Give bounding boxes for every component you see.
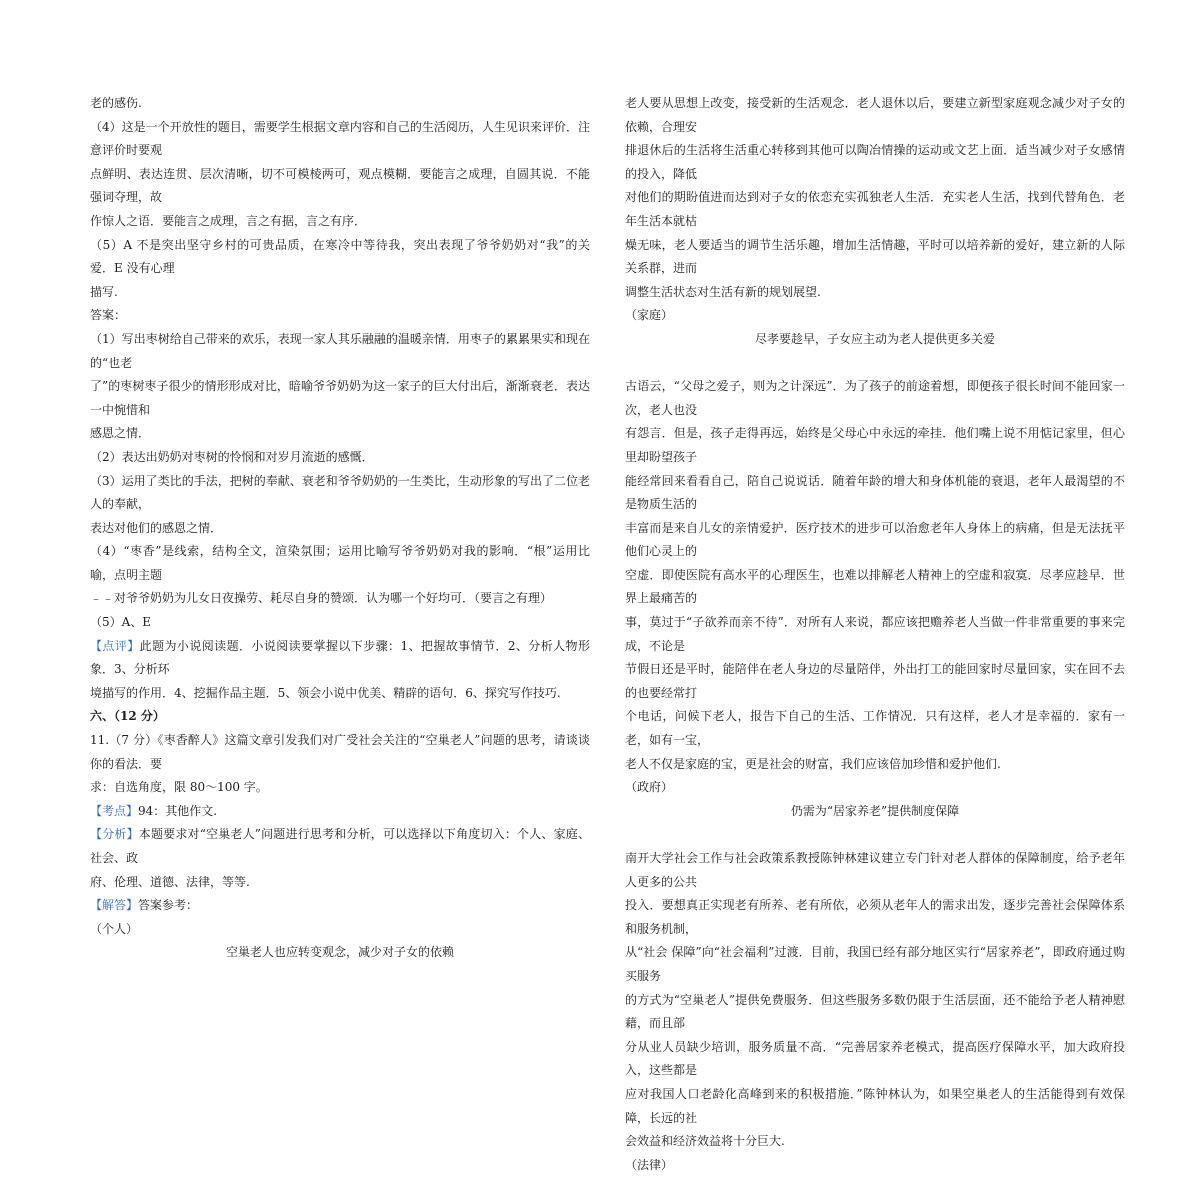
jieda-text: 答案参考：	[138, 898, 199, 913]
text-line: （3）运用了类比的手法，把树的奉献、衰老和爷爷奶奶的一生类比，生动形象的写出了二位老人的奉献，	[90, 473, 590, 512]
family-paragraph	[625, 375, 1125, 776]
text-line: 空虚．即使医院有高水平的心理医生，也难以排解老人精神上的空虚和寂寞．尽孝应趁早．世界上最痛苦的	[625, 567, 1125, 606]
text-line: 求：自选角度，限 80～100 字。	[90, 780, 268, 795]
spacer	[625, 352, 1125, 376]
fenxi-text: 本题要求对“空巢老人”问题进行思考和分析，可以选择以下角度切入：个人、家庭、社会、政	[90, 827, 590, 865]
text-line: 应对我国人口老龄化高峰到来的积极措施．”陈钟林认为，如果空巢老人的生活能得到有效保障，长远的社	[625, 1086, 1125, 1125]
text-line: 有怨言．但是，孩子走得再远，始终是父母心中永远的牵挂．他们嘴上说不用惦记家里，但心里却盼望孩子	[625, 426, 1125, 464]
text-line: 南开大学社会工作与社会政策系教授陈钟林建议建立专门针对老人群体的保障制度，给予老年人更多的公共	[625, 851, 1125, 889]
jieda-tag: 【解答】	[90, 898, 139, 913]
text-line: 能经常回来看看自己，陪自己说说话．随着年龄的增大和身体机能的衰退，老年人最渴望的不是物质生活的	[625, 473, 1125, 512]
text-line: 调整生活状态对生活有新的规划展望.	[625, 284, 821, 299]
answer-3	[90, 470, 590, 541]
text-line: 排退休后的生活将生活重心转移到其他可以陶冶情操的运动或文艺上面．适当减少对子女感情的投入，降低	[625, 143, 1125, 181]
kaodian-text: 94：其他作文.	[138, 803, 218, 818]
text-line: 的方式为“空巢老人”提供免费服务．但这些服务多数仍限于生活层面，还不能给予老人精神慰藉，而且部	[625, 992, 1125, 1031]
text-line: 古语云，“父母之爱子，则为之计深远”．为了孩子的前途着想，即便孩子很长时间不能回家一次，老人也没	[625, 379, 1125, 417]
spacer	[625, 823, 1125, 847]
kaodian-tag: 【考点】	[90, 803, 139, 818]
text-line: 燥无味，老人要适当的调节生活乐趣，增加生活情趣，平时可以培养新的爱好，建立新的人际关系群，进而	[625, 237, 1125, 276]
jieda-line	[90, 894, 590, 918]
fenxi-block	[90, 823, 590, 894]
answer-4	[90, 540, 590, 611]
comment-block	[90, 635, 590, 706]
text-line: 老人要从思想上改变，接受新的生活观念．老人退休以后，要建立新型家庭观念减少对子女的依赖，合理安	[625, 96, 1125, 134]
explain-4	[90, 116, 590, 234]
text-line: 分从业人员缺少培训，服务质量不高．“完善居家养老模式，提高医疗保障水平，加大政府投入，这些都是	[625, 1039, 1125, 1078]
law-label: （法律）	[625, 1157, 674, 1172]
explain-5	[90, 234, 590, 305]
text-line: （4）“枣香”是线索，结构全文，渲染氛围；运用比喻写爷爷奶奶对我的影响．“根”运用比喻，点明主题	[90, 544, 590, 582]
text-line	[90, 635, 590, 682]
answer-2: （2）表达出奶奶对枣树的怜悯和对岁月流逝的感慨．	[90, 449, 374, 464]
gov-heading: 仍需为“居家养老”提供制度保障	[790, 803, 960, 818]
gov-label: （政府）	[625, 780, 674, 795]
right-column	[625, 92, 1125, 1177]
section-title: 六、（12 分）	[90, 709, 165, 724]
intro-line: 老的感伤.	[90, 96, 142, 110]
text-line: 从“社会 保障”向“社会福利”过渡．目前，我国已经有部分地区实行“居家养老”，即政府通过购买服务	[625, 945, 1125, 983]
text-line: 会效益和经济效益将十分巨大.	[625, 1134, 785, 1149]
text-line: 节假日还是平时，能陪伴在老人身边的尽量陪伴，外出打工的能回家时尽量回家，实在回不去的也要经常打	[625, 662, 1125, 700]
text-line: 丰富而是来自儿女的亲情爱护．医疗技术的进步可以治愈老年人身体上的病痛，但是无法抚平他们心灵上的	[625, 520, 1125, 559]
text-line: 作惊人之语．要能言之成理，言之有据，言之有序．	[90, 213, 367, 228]
question-11	[90, 729, 590, 800]
text-line: 了”的枣树枣子很少的情形形成对比，暗喻爷爷奶奶为这一家子的巨大付出后，渐渐衰老．表达一中惋惜和	[90, 379, 590, 417]
comment-tag: 【点评】	[90, 638, 140, 653]
family-heading: 尽孝要趁早，子女应主动为老人提供更多关爱	[754, 331, 995, 346]
text-line: 11.（7 分）《枣香醉人》这篇文章引发我们对广受社会关注的“空巢老人”问题的思考，请谈谈你的看法．要	[90, 733, 590, 771]
answer-5: （5）A、E	[90, 615, 152, 630]
comment-text: 此题为小说阅读题．小说阅读要掌握以下步骤：1、把握故事情节．2、分析人物形象．3、分析环	[90, 638, 590, 677]
text-line: 投入．要想真正实现老有所养、老有所依，必须从老年人的需求出发，逐步完善社会保障体系和服务机制，	[625, 898, 1125, 936]
answer-1	[90, 328, 590, 446]
text-line: 府、伦理、道德、法律，等等.	[90, 874, 250, 889]
text-line: 感恩之情．	[90, 426, 151, 441]
text-line: 老人不仅是家庭的宝，更是社会的财富，我们应该倍加珍惜和爱护他们.	[625, 756, 1001, 771]
text-line: ﹣﹣对爷爷奶奶为儿女日夜操劳、耗尽自身的赞颂．认为哪一个好均可．（要言之有理）	[90, 591, 553, 606]
text-line: 事，莫过于“子欲养而亲不待”．对所有人来说，都应该把赡养老人当做一件非常重要的事来完成，不论是	[625, 615, 1125, 653]
text-line	[90, 823, 590, 870]
personal-paragraph	[625, 92, 1125, 304]
kaodian-line	[90, 800, 590, 824]
text-line: （1）写出枣树给自己带来的欢乐，表现一家人其乐融融的温暖亲情．用枣子的累累果实和现在的“也老	[90, 331, 590, 370]
text-line: 境描写的作用．4、挖掘作品主题．5、领会小说中优美、精辟的语句．6、探究写作技巧.	[90, 685, 561, 700]
answer-label: 答案：	[90, 308, 127, 323]
family-label: （家庭）	[625, 308, 674, 323]
personal-label: （个人）	[90, 921, 139, 936]
gov-paragraph	[625, 847, 1125, 1154]
fenxi-tag: 【分析】	[90, 827, 139, 842]
left-column	[90, 92, 590, 965]
text-line: 点鲜明、表达连贯、层次清晰，切不可模棱两可，观点模糊．要能言之成理，自圆其说．不能强词夺理，故	[90, 166, 590, 205]
text-line: 表达对他们的感恩之情．	[90, 520, 223, 535]
text-line: （5）A 不是突出坚守乡村的可贵品质，在寒冷中等待我，突出表现了爷爷奶奶对“我”的关爱．E 没有心理	[90, 237, 590, 276]
text-line: 对他们的期盼值进而达到对子女的依恋充实孤独老人生活．充实老人生活，找到代替角色．老年生活本就枯	[625, 190, 1125, 228]
personal-heading: 空巢老人也应转变观念，减少对子女的依赖	[225, 945, 454, 960]
text-line: 描写.	[90, 284, 118, 299]
text-line: 个电话，问候下老人，报告下自己的生活、工作情况．只有这样，老人才是幸福的．家有一老，如有一宝，	[625, 709, 1125, 748]
text-line: （4）这是一个开放性的题目，需要学生根据文章内容和自己的生活阅历，人生见识来评价．注意评价时要观	[90, 119, 590, 158]
